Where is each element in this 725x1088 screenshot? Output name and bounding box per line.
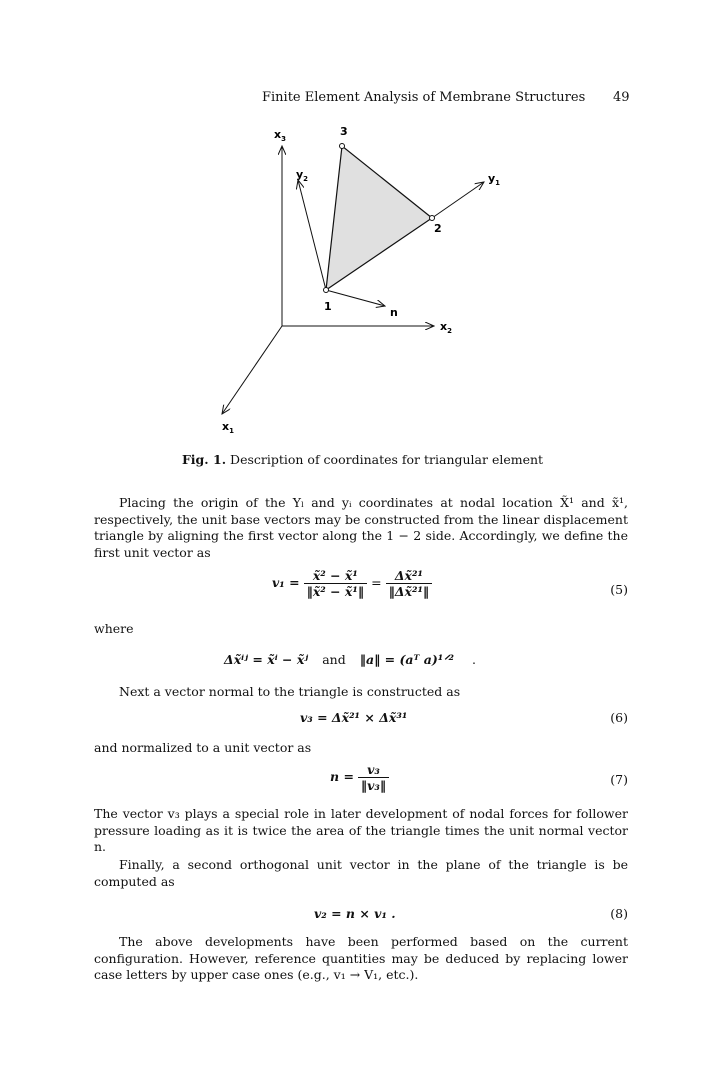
- triangle-element: [326, 146, 432, 290]
- paragraph-2: Next a vector normal to the triangle is constructed as: [119, 684, 461, 699]
- eq5-fraction-1: $\frac{\text{x̃² − x̃¹}}{\text{‖x̃² − x̃¹‖}}$: [304, 568, 368, 599]
- eq7-lhs: n =: [330, 769, 354, 784]
- node-2-label: 2: [434, 222, 442, 235]
- paragraph-3: and normalized to a unit vector as: [94, 740, 312, 755]
- node-3-label: 3: [340, 125, 348, 138]
- x1-axis: [222, 326, 282, 414]
- caption-text: Description of coordinates for triangular element: [230, 452, 544, 467]
- eq8-number: (8): [610, 906, 628, 921]
- x1-label: $x_1$: [222, 420, 234, 435]
- paragraph-6: The above developments have been performed based on the current configuration. However, reference quantities may be deduced by replacing lower case letters by upper case ones (e.g., v₁ → V₁, etc.).: [94, 934, 628, 982]
- eq7-fraction: $\frac{\text{v₃}}{\text{‖v₃‖}}$: [358, 762, 389, 793]
- paragraph-4: The vector v₃ plays a special role in later development of nodal forces for follower pressure loading as it is twice the area of the triangle times the unit normal vector n.: [94, 806, 628, 854]
- eq5-number: (5): [610, 582, 628, 597]
- n-label: n: [390, 306, 398, 319]
- node-1-label: 1: [324, 300, 332, 313]
- y2-label: $y_2$: [296, 168, 309, 183]
- equation-where: [94, 652, 628, 672]
- triangle-coordinates-figure: [200, 118, 520, 448]
- eq-where-left: Δx̃ⁱʲ = x̃ⁱ − x̃ʲ: [224, 652, 309, 667]
- eq5-fraction-2: $\frac{\text{Δx̃²¹}}{\text{‖Δx̃²¹‖}}$: [386, 568, 433, 599]
- y2-axis: [298, 180, 326, 290]
- caption-label: Fig. 1.: [181, 452, 227, 467]
- equation-5: [94, 568, 628, 616]
- page-number: 49: [613, 90, 630, 105]
- node-2-marker: [430, 216, 435, 221]
- eq6-body: v₃ = Δx̃²¹ × Δx̃³¹: [300, 710, 408, 725]
- eq6-number: (6): [610, 710, 628, 725]
- eq7-number: (7): [610, 772, 628, 787]
- where-label: where: [94, 621, 134, 636]
- y1-axis: [432, 182, 484, 218]
- paragraph-1: Placing the origin of the Yₗ and yᵢ coordinates at nodal location X̃¹ and x̃¹, respectively, the unit base vectors may be constructed from the linear displacement triangle by aligning the first vector along the 1 − 2 side. Accordingly, we define the first unit vector as: [94, 495, 628, 560]
- eq-where-and: and: [322, 652, 346, 667]
- node-3-marker: [340, 144, 345, 149]
- figure-caption: [0, 452, 725, 467]
- paragraph-5: Finally, a second orthogonal unit vector in the plane of the triangle is be computed as: [94, 857, 628, 889]
- equation-7: [94, 762, 628, 800]
- node-1-marker: [324, 288, 329, 293]
- eq8-body: v₂ = n × v₁ .: [314, 906, 396, 921]
- eq5-equals: =: [371, 575, 382, 590]
- x2-label: $x_2$: [440, 320, 452, 335]
- eq5-lhs: v₁ =: [272, 575, 300, 590]
- running-title: Finite Element Analysis of Membrane Structures: [262, 90, 586, 105]
- eq-where-right: ‖a‖ = (aᵀ a)¹ᐟ²: [359, 652, 454, 667]
- eq-where-dot: .: [471, 652, 476, 667]
- y1-label: $y_1$: [488, 172, 501, 187]
- normal-vector: [326, 290, 385, 306]
- x3-label: $x_3$: [274, 128, 286, 143]
